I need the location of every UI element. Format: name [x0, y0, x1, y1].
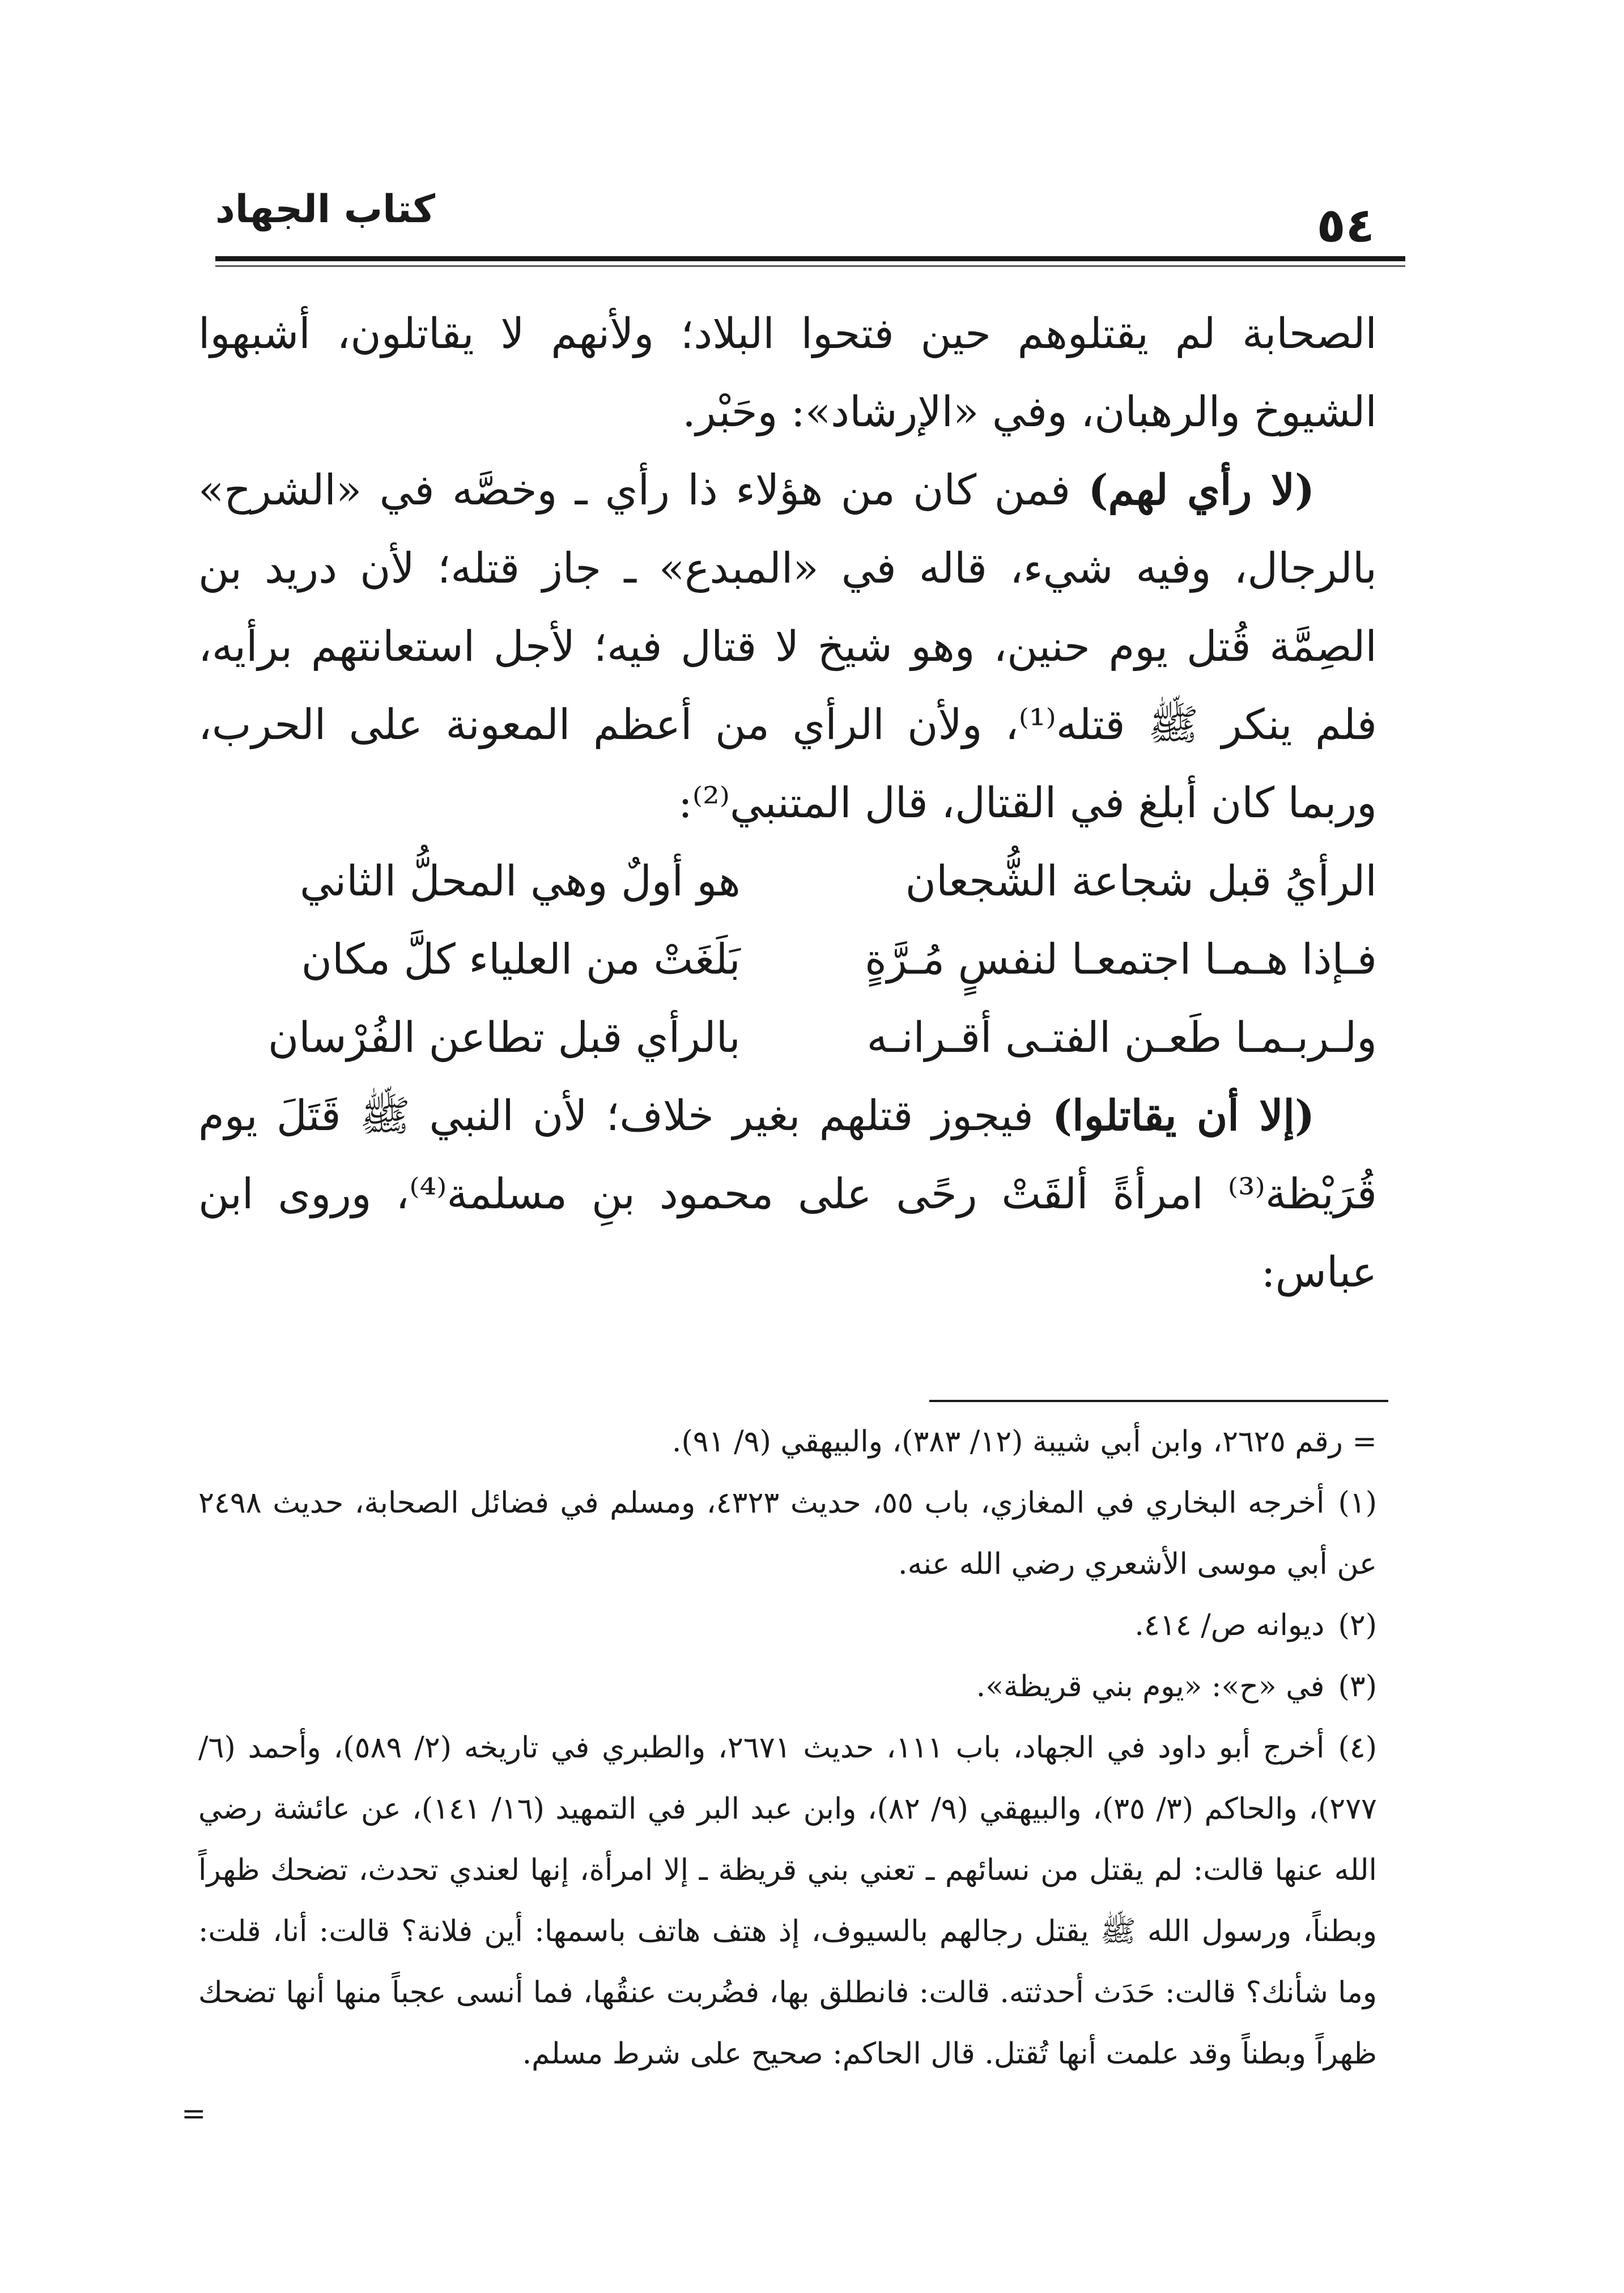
footnote-text: في «ح»: «يوم بني قريظة». [976, 1670, 1325, 1704]
poem-hemistich-first: ولـربـمـا طَعـن الفتـى أقـرانـه [866, 1013, 1377, 1062]
footnote-text: ديوانه ص/ ٤١٤. [1134, 1608, 1325, 1642]
poem-hemistich-second: بالرأي قبل تطاعن الفُرْسان [267, 1013, 741, 1062]
footnote-separator [929, 1400, 1388, 1402]
poem-line [198, 842, 1377, 920]
running-title: كتاب الجهاد [215, 187, 436, 232]
footnote-number: (٢) [1338, 1608, 1377, 1642]
paragraph-1: الصحابة لم يقتلوهم حين فتحوا البلاد؛ ولأنهم لا يقاتلون، أشبهوا الشيوخ والرهبان، وفي «الإرشاد»: وحَبْر. [198, 309, 1377, 436]
footnote-1 [198, 1472, 1377, 1595]
poem-hemistich-first: فـإذا هـمـا اجتمعـا لنفسٍ مُـرَّةٍ [865, 935, 1377, 984]
main-text [198, 295, 1377, 1303]
poem-hemistich-first: الرأيُ قبل شجاعة الشُّجعان [905, 857, 1377, 906]
header-rule [215, 256, 1405, 261]
poem-hemistich-second: هو أولٌ وهي المحلُّ الثاني [300, 857, 741, 906]
header-rule-thin [215, 265, 1405, 267]
poem-line [198, 999, 1377, 1077]
footnote-continued: = رقم ٢٦٢٥، وابن أبي شيبة (١٢/ ٣٨٣)، والبيهقي (٩/ ٩١). [671, 1425, 1377, 1459]
paragraph-3 [198, 1077, 1377, 1311]
footnote-text: أخرج أبو داود في الجهاد، باب ١١١، حديث ٢٦٧١، والطبري في تاريخه (٢/ ٥٨٩)، وأحمد (٦/ ٢٧٧)، والحاكم (٣/ ٣٥)، والبيهقي (٩/ ٨٢)، وابن عبد البر في التمهيد (١٦/ ١٤١)، عن عائشة رضي الله عنها قالت: لم يقتل من نسائهم ـ تعني بني قريظة ـ إلا امرأة، إنها لعندي تحدث، تضحك ظهراً وبطناً، ورسول الله ﷺ يقتل رجالهم بالسيوف، إذ هتف هاتف باسمها: أين فلانة؟ قالت: أنا، قلت: وما شأنك؟ قالت: حَدَث أحدثته. قالت: فانطلق بها، فضُربت عنقُها، فما أنسى عجباً منها أنها تضحك ظهراً وبطناً وقد علمت أنها تُقتل. قال الحاكم: صحيح على شرط مسلم. [198, 1731, 1378, 2071]
poem-hemistich-second: بَلَغَتْ من العلياء كلَّ مكان [301, 935, 741, 984]
footnotes [198, 1411, 1377, 2182]
paragraph-3-heading: (إلا أن يقاتلوا) [1052, 1092, 1315, 1140]
paragraph-2 [198, 451, 1377, 842]
poem [198, 842, 1377, 1077]
continuation-mark: = [181, 2097, 206, 2131]
footnote-number: (١) [1338, 1486, 1377, 1520]
footnote-4 [198, 1717, 1377, 2084]
footnote-number: (٤) [1338, 1731, 1377, 1765]
poem-line [198, 920, 1377, 999]
page-number: ٥٤ [1316, 197, 1375, 253]
paragraph-2-heading: (لا رأي لهم) [1088, 466, 1315, 515]
footnote-3 [198, 1656, 1377, 1717]
footnote-number: (٣) [1338, 1670, 1377, 1704]
page-header [0, 0, 1624, 272]
paragraph-3-text: فيجوز قتلهم بغير خلاف؛ لأن النبي ﷺ قَتَلَ يوم قُرَيْظة⁽³⁾ امرأةً ألقَتْ رحًى على محمود بنِ مسلمة⁽⁴⁾، وروى ابن عباس: [198, 1092, 1377, 1297]
footnote-text: أخرجه البخاري في المغازي، باب ٥٥، حديث ٤٣٢٣، ومسلم في فضائل الصحابة، حديث ٢٤٩٨ عن أبي موسى الأشعري رضي الله عنه. [198, 1486, 1377, 1581]
paragraph-2-text: فمن كان من هؤلاء ذا رأي ـ وخصَّه في «الشرح» بالرجال، وفيه شيء، قاله في «المبدع» ـ جاز قتله؛ لأن دريد بن الصِمَّة قُتل يوم حنين، وهو شيخ لا قتال فيه؛ لأجل استعانتهم برأيه، فلم ينكر ﷺ قتله⁽¹⁾، ولأن الرأي من أعظم المعونة على الحرب، وربما كان أبلغ في القتال، قال المتنبي⁽²⁾: [198, 466, 1378, 827]
footnote-2 [198, 1595, 1377, 1656]
